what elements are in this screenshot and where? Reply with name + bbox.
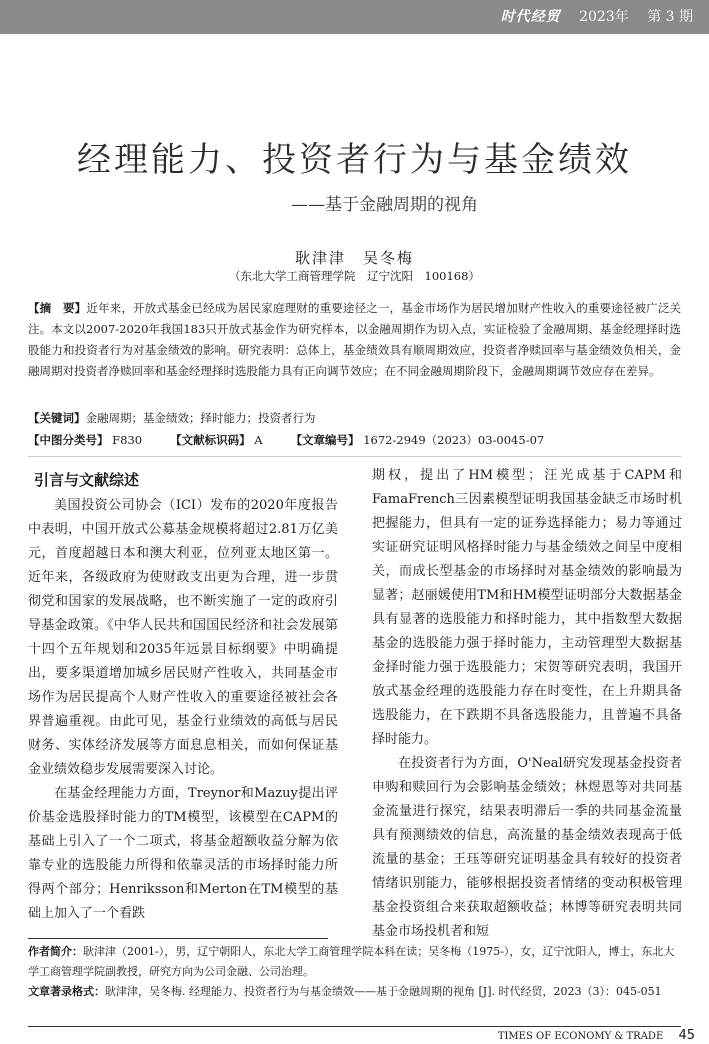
page-header	[0, 0, 709, 34]
footnote-rule	[28, 938, 328, 939]
journal-name: 时代经贸	[500, 9, 561, 25]
page-number: 45	[678, 1028, 695, 1043]
body-paragraph: 在基金经理能力方面，Treynor和Mazuy提出评价基金选股择时能力的TM模型，该模型在CAPM的基础上引入了一个二项式，将基金超额收益分解为依靠专业的选股能力所得和依靠灵活的市场择时能力所得两个部分；Henriksson和Merton在TM模型的基础上加入了一个看跌	[28, 786, 338, 921]
footnote	[28, 942, 681, 1002]
body-column-left	[28, 464, 338, 926]
author-bio-label: 作者简介：	[28, 945, 83, 958]
author-bio	[28, 942, 681, 982]
keywords	[28, 410, 681, 426]
body-paragraph: 在投资者行为方面，O'Neal研究发现基金投资者申购和赎回行为会影响基金绩效；林煜恩等对共同基金流量进行探究，结果表明滞后一季的共同基金流量具有预测绩效的信息，高流量的基金绩效表现高于低流量的基金；王珏等研究证明基金具有较好的投资者情绪识别能力，能够根据投资者情绪的变动积极管理基金投资组合来获取超额收益；林博等研究表明共同基金市场投机者和短	[372, 756, 682, 939]
article-number-label: 【文章编号】	[290, 433, 360, 447]
abstract-label: 【摘 要】	[28, 301, 87, 315]
keywords-text: 金融周期；基金绩效；择时能力；投资者行为	[85, 411, 316, 425]
doc-code-label: 【文献标识码】	[170, 433, 251, 447]
article-number-value: 1672-2949（2023）03-0045-07	[363, 433, 545, 447]
body-paragraph: 美国投资公司协会（ICI）发布的2020年度报告中表明，中国开放式公募基金规模将超过2.81万亿美元，首度超越日本和澳大利亚，位列亚太地区第一。近年来，各级政府为使财政支出更为合理，进一步贯彻党和国家的发展战略，也不断实施了一定的政府引导基金政策。《中华人民共和国国民经济和社会发展第十四个五年规划和2035年远景目标纲要》中明确提出，要多渠道增加城乡居民财产性收入，共同基金市场作为居民提高个人财产性收入的重要途径被社会各界普遍重视。由此可见，基金行业绩效的高低与居民财务、实体经济发展等方面息息相关，而如何保证基金业绩效稳步发展需要深入讨论。	[28, 498, 338, 777]
citation-format	[28, 982, 681, 1002]
page-footer	[498, 1028, 695, 1043]
article-subtitle: ——基于金融周期的视角	[291, 195, 478, 215]
doc-code-value: A	[254, 433, 263, 447]
issue-year: 2023年	[579, 9, 629, 25]
journal-english-name: TIMES OF ECONOMY & TRADE	[497, 1031, 664, 1042]
citation-text: 耿津津，吴冬梅. 经理能力、投资者行为与基金绩效——基于金融周期的视角 [J]. 时代经贸，2023（3）：045-051	[105, 985, 662, 998]
abstract-divider	[28, 456, 681, 457]
article-title: 经理能力、投资者行为与基金绩效	[77, 140, 632, 180]
abstract	[28, 298, 681, 382]
classification-line	[28, 432, 681, 448]
footer-rule	[28, 1026, 681, 1027]
author-names: 耿津津 吴冬梅	[294, 249, 414, 267]
clc-value: F830	[112, 433, 143, 447]
keywords-label: 【关键词】	[28, 411, 86, 425]
author-affiliation: （东北大学工商管理学院 辽宁沈阳 100168）	[229, 269, 480, 283]
abstract-text: 近年来，开放式基金已经成为居民家庭理财的重要途径之一，基金市场作为居民增加财产性收入的重要途径被广泛关注。本文以2007-2020年我国183只开放式基金作为研究样本，以金融周期作为切入点，实证检验了金融周期、基金经理择时选股能力和投资者行为对基金绩效的影响。研究表明：总体上，基金绩效具有顺周期效应，投资者净赎回率与基金绩效负相关，金融周期对投资者净赎回率和基金经理择时选股能力具有正向调节效应；在不同金融周期阶段下，金融周期调节效应存在差异。	[28, 301, 682, 378]
section-heading: 引言与文献综述	[34, 471, 140, 489]
issue-number: 第 3 期	[647, 9, 693, 25]
clc-label: 【中图分类号】	[28, 433, 109, 447]
citation-label: 文章著录格式：	[28, 985, 105, 998]
body-column-right	[372, 464, 682, 944]
body-paragraph: 期权，提出了HM模型；汪光成基于CAPM和FamaFrench三因素模型证明我国基金缺乏市场时机把握能力，但具有一定的证券选择能力；易力等通过实证研究证明风格择时能力与基金绩效之间呈中度相关，而成长型基金的市场择时对基金绩效的影响最为显著；赵丽媛使用TM和HM模型证明部分大数据基金具有显著的选股能力和择时能力，其中指数型大数据基金的选股能力强于择时能力，主动管理型大数据基金择时能力强于选股能力；宋贺等研究表明，我国开放式基金经理的选股能力存在时变性，在上升期具备选股能力，在下跌期不具备选股能力，且普遍不具备择时能力。	[372, 468, 682, 747]
author-bio-text: 耿津津（2001-），男，辽宁朝阳人，东北大学工商管理学院本科在读；吴冬梅（1975-），女，辽宁沈阳人，博士，东北大学工商管理学院副教授，研究方向为公司金融、公司治理。	[28, 945, 675, 978]
